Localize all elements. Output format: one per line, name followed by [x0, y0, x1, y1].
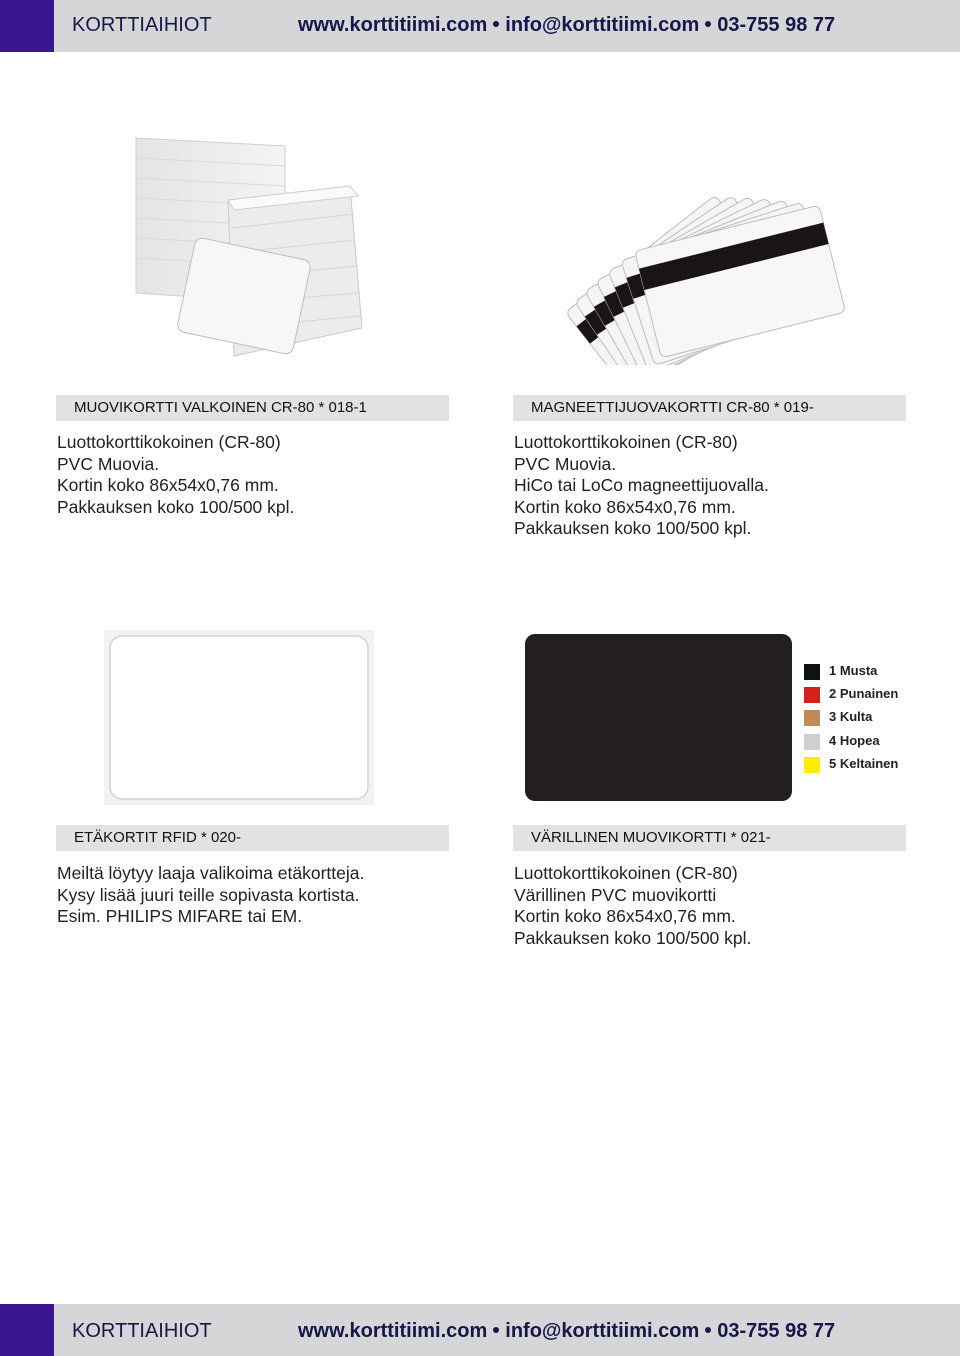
description-line: Luottokorttikokoinen (CR-80): [57, 432, 281, 452]
description-line: Esim. PHILIPS MIFARE tai EM.: [57, 906, 303, 926]
footer-accent-block: [0, 1304, 54, 1356]
color-option-label: 2 Punainen: [829, 686, 899, 702]
description-line: Kortin koko 86x54x0,76 mm.: [57, 475, 279, 495]
product-description-white-card: [57, 432, 294, 518]
description-line: Pakkauksen koko 100/500 kpl.: [57, 496, 295, 517]
product-heading-magnetic-card: MAGNEETTIJUOVAKORTTI CR-80 * 019-: [513, 395, 906, 421]
white-card-stack-image: [130, 128, 375, 373]
color-swatch: [804, 710, 820, 726]
description-line: HiCo tai LoCo magneettijuovalla.: [514, 475, 769, 495]
color-option-label: 3 Kulta: [829, 709, 873, 725]
description-line: Kortin koko 86x54x0,76 mm.: [514, 496, 736, 517]
footer-website-link[interactable]: www.korttitiimi.com: [298, 1320, 488, 1342]
header-accent-block: [0, 0, 54, 52]
color-swatch: [804, 734, 820, 750]
color-option-label: 1 Musta: [829, 663, 878, 678]
product-description-colored-card: [514, 863, 751, 949]
product-heading-white-card: MUOVIKORTTI VALKOINEN CR-80 * 018-1: [56, 395, 449, 421]
color-option-label: 4 Hopea: [829, 732, 880, 748]
header-brand: KORTTIAIHIOT: [72, 14, 212, 36]
bullet-icon: [705, 1327, 711, 1333]
footer-email-link[interactable]: info@korttitiimi.com: [505, 1320, 700, 1342]
header-phone: 03-755 98 77: [717, 14, 836, 36]
product-description-magnetic-card: [514, 432, 769, 540]
description-line: Pakkauksen koko 100/500 kpl.: [514, 927, 752, 948]
description-line: Luottokorttikokoinen (CR-80): [514, 863, 738, 883]
rfid-card-image: [104, 630, 374, 805]
description-line: PVC Muovia.: [57, 453, 160, 474]
description-line: Värillinen PVC muovikortti: [514, 884, 717, 905]
description-line: Meiltä löytyy laaja valikoima etäkortteja.: [57, 863, 365, 883]
header-email-link[interactable]: info@korttitiimi.com: [505, 14, 700, 36]
description-line: PVC Muovia.: [514, 453, 617, 474]
footer-contact: [298, 1320, 835, 1343]
bullet-icon: [705, 21, 711, 27]
description-line: Pakkauksen koko 100/500 kpl.: [514, 518, 752, 538]
color-option-label: 5 Keltainen: [829, 755, 899, 771]
bullet-icon: [493, 1327, 499, 1333]
product-heading-rfid-card: ETÄKORTIT RFID * 020-: [56, 825, 449, 851]
bullet-icon: [493, 21, 499, 27]
colored-card-image: [525, 634, 792, 801]
magnetic-stripe-card-fan-image: [515, 150, 870, 365]
footer-bar: [0, 1304, 960, 1356]
footer-phone: 03-755 98 77: [717, 1320, 836, 1342]
description-line: Kysy lisää juuri teille sopivasta kortista.: [57, 884, 360, 905]
color-swatch: [804, 664, 820, 680]
header-bar: [0, 0, 960, 52]
product-heading-colored-card: VÄRILLINEN MUOVIKORTTI * 021-: [513, 825, 906, 851]
description-line: Luottokorttikokoinen (CR-80): [514, 432, 738, 452]
color-swatch: [804, 757, 820, 773]
description-line: Kortin koko 86x54x0,76 mm.: [514, 906, 736, 926]
header-website-link[interactable]: www.korttitiimi.com: [298, 14, 488, 36]
product-description-rfid-card: [57, 863, 364, 928]
color-swatch: [804, 687, 820, 703]
footer-brand: KORTTIAIHIOT: [72, 1320, 212, 1342]
header-contact: [298, 14, 835, 37]
